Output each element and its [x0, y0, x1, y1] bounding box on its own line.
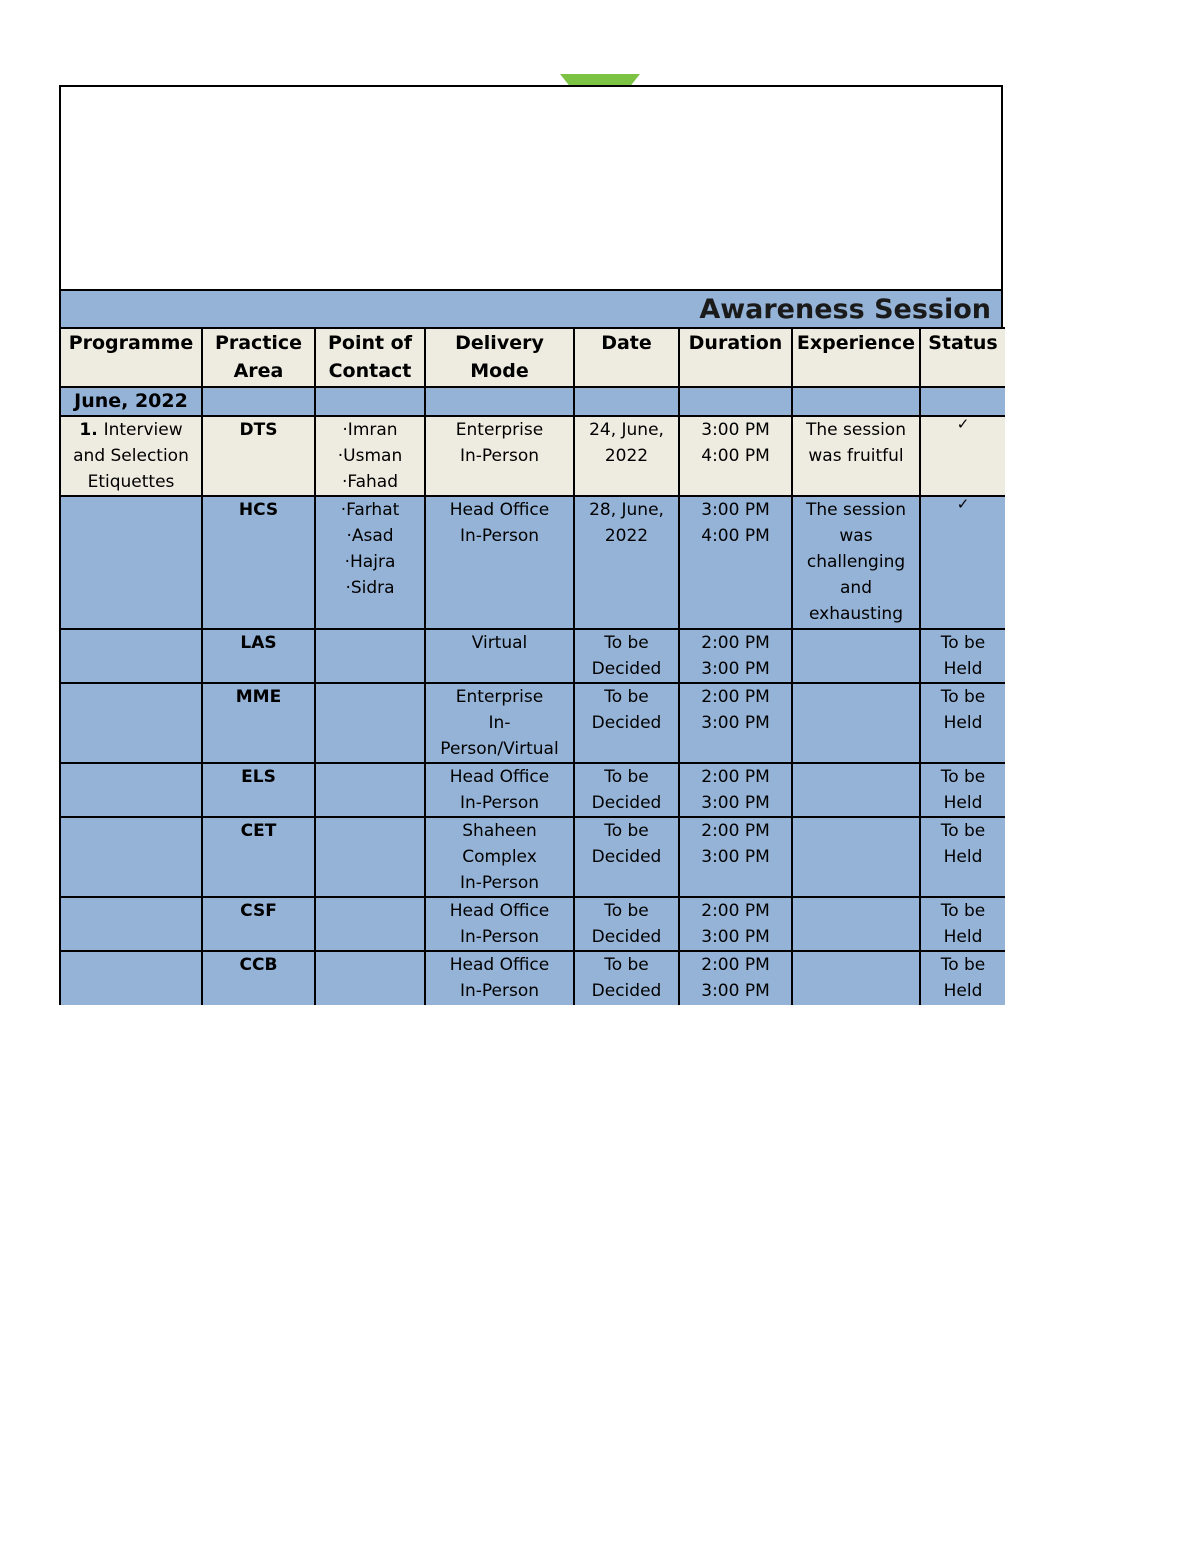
duration-line: 3:00 PM	[701, 713, 770, 733]
delivery-cell	[425, 763, 574, 817]
month-label: June, 2022	[61, 387, 202, 416]
date-line: To be	[604, 901, 649, 921]
status-cell	[920, 817, 1005, 897]
programme-cell	[61, 416, 202, 496]
practice-area-cell: CSF	[202, 897, 315, 951]
duration-line: 3:00 PM	[701, 793, 770, 813]
delivery-line: Enterprise	[455, 687, 544, 707]
date-line: To be	[604, 633, 649, 653]
date-line: Decided	[591, 847, 662, 867]
status-cell	[920, 897, 1005, 951]
experience-cell	[792, 416, 920, 496]
status-cell	[920, 763, 1005, 817]
contact-cell	[315, 897, 425, 951]
date-line: 28, June,	[589, 500, 664, 520]
status-line: To be	[940, 633, 986, 653]
status-line: Held	[943, 847, 983, 867]
experience-cell	[792, 683, 920, 763]
programme-cell	[61, 897, 202, 951]
date-line: To be	[604, 767, 649, 787]
table-row	[61, 951, 1005, 1005]
status-line: To be	[940, 687, 986, 707]
date-cell	[574, 416, 679, 496]
duration-line: 4:00 PM	[701, 526, 770, 546]
date-line: To be	[604, 955, 649, 975]
delivery-line: In-Person	[459, 927, 540, 947]
sheet-title: Awareness Session	[699, 294, 991, 325]
col-header-duration: Duration	[679, 328, 792, 387]
delivery-line: In-	[488, 713, 511, 733]
status-line: Held	[943, 793, 983, 813]
status-cell	[920, 496, 1005, 629]
experience-line: exhausting	[809, 604, 903, 624]
delivery-cell	[425, 951, 574, 1005]
contact-cell	[315, 951, 425, 1005]
experience-line: The session	[806, 500, 906, 520]
date-cell	[574, 897, 679, 951]
date-line: Decided	[591, 927, 662, 947]
table-row	[61, 897, 1005, 951]
delivery-line: Head Office	[449, 955, 550, 975]
programme-cell	[61, 683, 202, 763]
table-row	[61, 683, 1005, 763]
status-line: Held	[943, 981, 983, 1001]
duration-line: 2:00 PM	[701, 687, 770, 707]
duration-cell	[679, 951, 792, 1005]
delivery-line: In-Person	[459, 981, 540, 1001]
status-cell	[920, 683, 1005, 763]
date-line: 2022	[604, 526, 649, 546]
duration-line: 2:00 PM	[701, 955, 770, 975]
contact-name: ·Fahad	[341, 472, 399, 492]
col-header-point-of-contact: Point of Contact	[315, 328, 425, 387]
experience-line: was	[839, 526, 873, 546]
delivery-cell	[425, 897, 574, 951]
delivery-line: In-Person	[459, 446, 540, 466]
contact-name: ·Usman	[337, 446, 403, 466]
status-line: Held	[943, 713, 983, 733]
practice-area-cell: DTS	[202, 416, 315, 496]
experience-line: The session	[806, 420, 906, 440]
experience-line: and	[840, 578, 872, 598]
date-cell	[574, 496, 679, 629]
experience-cell	[792, 496, 920, 629]
delivery-line: Enterprise	[455, 420, 544, 440]
duration-line: 2:00 PM	[701, 767, 770, 787]
date-cell	[574, 683, 679, 763]
date-cell	[574, 817, 679, 897]
table-row	[61, 416, 1005, 496]
table-row	[61, 763, 1005, 817]
date-cell	[574, 763, 679, 817]
contact-cell	[315, 763, 425, 817]
date-line: Decided	[591, 713, 662, 733]
programme-cell	[61, 951, 202, 1005]
delivery-line: Head Office	[449, 500, 550, 520]
contact-name: ·Hajra	[344, 552, 396, 572]
col-header-practice-area: Practice Area	[202, 328, 315, 387]
delivery-cell	[425, 629, 574, 683]
contact-cell	[315, 496, 425, 629]
date-line: To be	[604, 687, 649, 707]
duration-cell	[679, 897, 792, 951]
experience-cell	[792, 817, 920, 897]
date-line: Decided	[591, 981, 662, 1001]
delivery-line: Head Office	[449, 901, 550, 921]
duration-cell	[679, 629, 792, 683]
delivery-cell	[425, 683, 574, 763]
programme-number: 1.	[79, 420, 104, 440]
col-header-programme: Programme	[61, 328, 202, 387]
duration-line: 3:00 PM	[701, 500, 770, 520]
status-cell	[920, 629, 1005, 683]
col-header-experience: Experience	[792, 328, 920, 387]
practice-area-cell: CET	[202, 817, 315, 897]
header-row	[61, 328, 1005, 387]
check-icon: ✓	[956, 496, 970, 513]
duration-line: 3:00 PM	[701, 420, 770, 440]
status-line: Held	[943, 659, 983, 679]
status-cell	[920, 416, 1005, 496]
experience-cell	[792, 897, 920, 951]
table-row	[61, 817, 1005, 897]
duration-cell	[679, 416, 792, 496]
duration-cell	[679, 683, 792, 763]
experience-cell	[792, 763, 920, 817]
programme-cell	[61, 629, 202, 683]
programme-cell	[61, 763, 202, 817]
status-line: To be	[940, 955, 986, 975]
delivery-line: In-Person	[459, 873, 540, 893]
col-header-status: Status	[920, 328, 1005, 387]
delivery-line: Shaheen	[462, 821, 537, 841]
practice-area-cell: ELS	[202, 763, 315, 817]
duration-cell	[679, 763, 792, 817]
session-rows	[61, 416, 1005, 1005]
check-icon: ✓	[956, 416, 970, 433]
awareness-session-sheet	[59, 85, 1003, 1005]
contact-cell	[315, 817, 425, 897]
status-line: Held	[943, 927, 983, 947]
duration-line: 2:00 PM	[701, 633, 770, 653]
duration-line: 2:00 PM	[701, 821, 770, 841]
col-header-delivery-mode: Delivery Mode	[425, 328, 574, 387]
duration-line: 3:00 PM	[701, 659, 770, 679]
programme-name: Interview and Selection Etiquettes	[73, 420, 189, 492]
experience-cell	[792, 951, 920, 1005]
blank-header-area	[61, 87, 1001, 289]
experience-line: challenging	[806, 552, 906, 572]
status-line: To be	[940, 767, 986, 787]
delivery-line: Head Office	[449, 767, 550, 787]
delivery-line: In-Person	[459, 526, 540, 546]
duration-cell	[679, 817, 792, 897]
delivery-line: Complex	[462, 847, 537, 867]
practice-area-cell: CCB	[202, 951, 315, 1005]
table-row	[61, 629, 1005, 683]
contact-name: ·Imran	[342, 420, 398, 440]
status-line: To be	[940, 821, 986, 841]
practice-area-cell: LAS	[202, 629, 315, 683]
practice-area-cell: MME	[202, 683, 315, 763]
contact-cell	[315, 683, 425, 763]
delivery-cell	[425, 496, 574, 629]
contact-name: ·Asad	[346, 526, 394, 546]
date-line: To be	[604, 821, 649, 841]
experience-cell	[792, 629, 920, 683]
delivery-cell	[425, 817, 574, 897]
title-bar	[61, 289, 1001, 327]
col-header-date: Date	[574, 328, 679, 387]
date-line: Decided	[591, 659, 662, 679]
duration-line: 2:00 PM	[701, 901, 770, 921]
duration-line: 3:00 PM	[701, 847, 770, 867]
duration-line: 3:00 PM	[701, 927, 770, 947]
date-cell	[574, 629, 679, 683]
programme-cell	[61, 496, 202, 629]
contact-cell	[315, 416, 425, 496]
delivery-line: In-Person	[459, 793, 540, 813]
date-line: 24, June,	[589, 420, 664, 440]
date-line: 2022	[604, 446, 649, 466]
practice-area-cell: HCS	[202, 496, 315, 629]
contact-name: ·Sidra	[345, 578, 395, 598]
status-cell	[920, 951, 1005, 1005]
duration-cell	[679, 496, 792, 629]
month-row	[61, 387, 1005, 416]
date-cell	[574, 951, 679, 1005]
duration-line: 3:00 PM	[701, 981, 770, 1001]
table-row	[61, 496, 1005, 629]
delivery-line: Person/Virtual	[440, 739, 559, 759]
contact-name: ·Farhat	[340, 500, 400, 520]
contact-cell	[315, 629, 425, 683]
experience-line: was fruitful	[808, 446, 904, 466]
delivery-line: Virtual	[471, 633, 528, 653]
delivery-cell	[425, 416, 574, 496]
status-line: To be	[940, 901, 986, 921]
session-table	[61, 327, 1005, 1005]
programme-cell	[61, 817, 202, 897]
date-line: Decided	[591, 793, 662, 813]
duration-line: 4:00 PM	[701, 446, 770, 466]
